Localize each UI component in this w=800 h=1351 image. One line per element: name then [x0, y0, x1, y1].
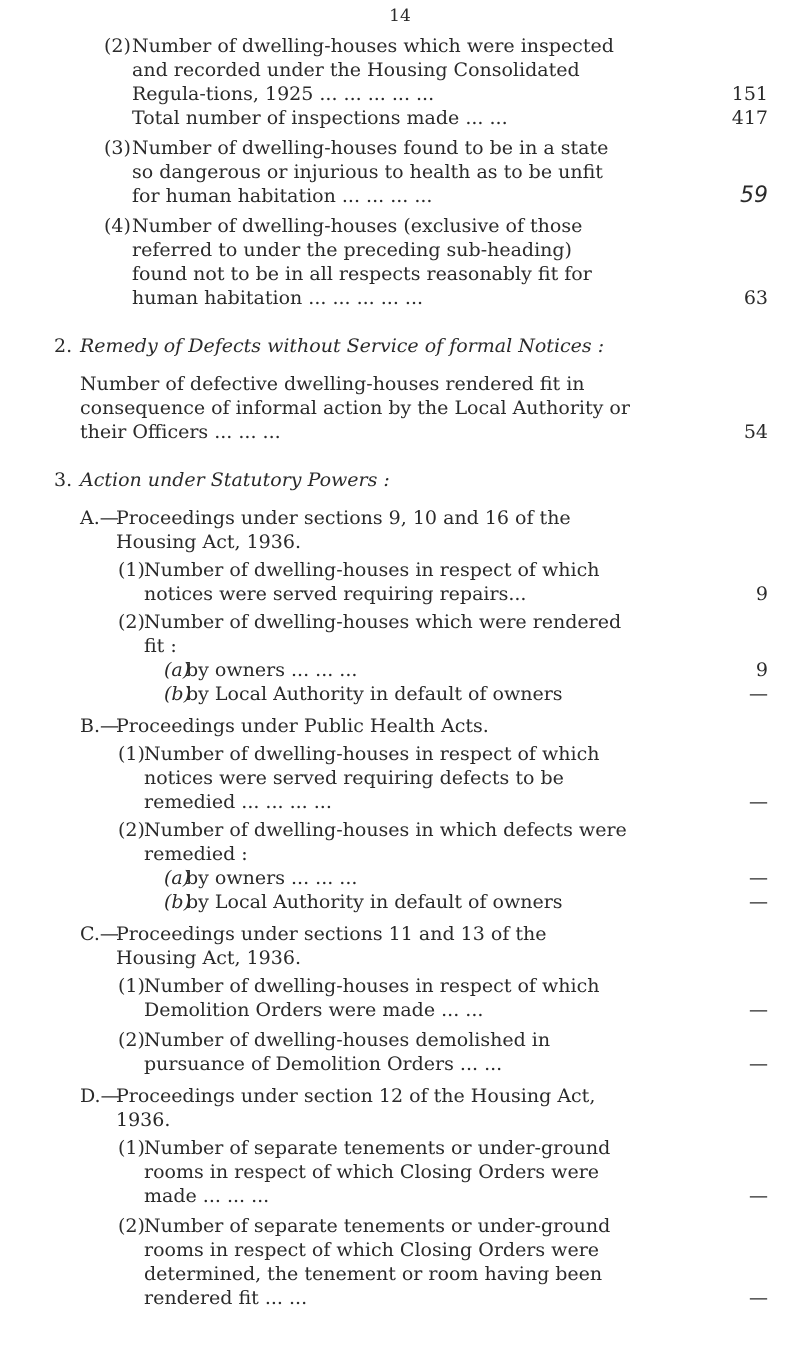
subsection-b	[80, 714, 632, 738]
item-label: (4)	[104, 215, 131, 237]
page-number: 14	[389, 6, 411, 26]
section-title: Action under Statutory Powers :	[80, 469, 390, 491]
subsection-text: Proceedings under sections 9, 10 and 16 of the Housing Act, 1936.	[116, 507, 571, 553]
item-s3b1	[118, 742, 768, 814]
item-text: Number of dwelling-houses (exclusive of those referred to under the preceding sub-heading) found not to be in all respects reasonably fit for human habitation ... ... ... ... ...	[132, 215, 592, 309]
item-s3d1	[118, 1136, 768, 1208]
item-value: 417	[731, 107, 768, 129]
item-value: —	[749, 1185, 768, 1207]
item-label: (1)	[118, 975, 145, 997]
item-s3b2	[118, 818, 632, 866]
item-text: Number of dwelling-houses demolished in pursuance of Demolition Orders ... ...	[144, 1029, 551, 1075]
item-text: Number of dwelling-houses in respect of which Demolition Orders were made ... ...	[144, 975, 600, 1021]
subsection-label: D.—	[80, 1085, 120, 1107]
section-3-heading	[54, 468, 700, 492]
subsection-label: B.—	[80, 715, 120, 737]
item-label: (b)	[164, 683, 191, 705]
subsection-a	[80, 506, 632, 554]
subsection-label: C.—	[80, 923, 119, 945]
item-text: by Local Authority in default of owners	[186, 683, 563, 705]
item-s3b2a	[164, 866, 768, 890]
item-s3a2	[118, 610, 632, 658]
item-label: (1)	[118, 743, 145, 765]
item-text: Number of defective dwelling-houses rendered fit in consequence of informal action by the Local Authority or their Officers ... ... ...	[80, 373, 630, 443]
subsection-text: Proceedings under sections 11 and 13 of the Housing Act, 1936.	[116, 923, 547, 969]
item-value: —	[749, 683, 768, 705]
item-text: Number of dwelling-houses which were inspected and recorded under the Housing Consolidated Regula-tions, 1925 ... ... ... ... ...	[132, 35, 614, 105]
item-label: (a)	[164, 659, 191, 681]
item-value: —	[749, 891, 768, 913]
item-text: Number of dwelling-houses which were rendered fit :	[144, 611, 622, 657]
item-label: (2)	[118, 611, 145, 633]
item-value: —	[749, 1287, 768, 1309]
item-s1-2	[104, 34, 768, 106]
item-text: Number of dwelling-houses in respect of which notices were served requiring repairs...	[144, 559, 600, 605]
subsection-c	[80, 922, 632, 970]
item-s2-1	[80, 372, 768, 444]
section-2-heading	[54, 334, 700, 358]
item-label: (2)	[118, 1215, 145, 1237]
subsection-text: Proceedings under Public Health Acts.	[116, 715, 489, 737]
item-label: (2)	[118, 1029, 145, 1051]
item-text: by owners ... ... ...	[186, 659, 358, 681]
item-s3a2b	[164, 682, 768, 706]
item-text: Number of dwelling-houses in which defects were remedied :	[144, 819, 627, 865]
item-label: (1)	[118, 559, 145, 581]
section-label: 2.	[54, 335, 73, 357]
item-text: by Local Authority in default of owners	[186, 891, 563, 913]
section-title: Remedy of Defects without Service of formal Notices :	[80, 335, 605, 357]
subsection-label: A.—	[80, 507, 119, 529]
item-s3b2b	[164, 890, 768, 914]
item-s3d2	[118, 1214, 768, 1310]
item-s3c2	[118, 1028, 768, 1076]
item-label: (2)	[118, 819, 145, 841]
item-text: Number of dwelling-houses in respect of which notices were served requiring defects to be remedied ... ... ... ...	[144, 743, 600, 813]
item-value: 54	[743, 421, 768, 443]
item-value: —	[749, 1053, 768, 1075]
item-value: —	[749, 867, 768, 889]
item-s3a1	[118, 558, 768, 606]
item-text: by owners ... ... ...	[186, 867, 358, 889]
item-s3c1	[118, 974, 768, 1022]
item-value: 151	[731, 83, 768, 105]
item-text: Number of separate tenements or under-ground rooms in respect of which Closing Orders were determined, the tenement or room having been rendered fit ... ...	[144, 1215, 611, 1309]
item-value: 9	[755, 583, 768, 605]
item-label: (1)	[118, 1137, 145, 1159]
subsection-d	[80, 1084, 632, 1132]
subsection-text: Proceedings under section 12 of the Housing Act, 1936.	[116, 1085, 596, 1131]
housing-statistics	[0, 34, 800, 1310]
item-value: 9	[755, 659, 768, 681]
item-value: 59	[740, 183, 768, 208]
item-s1-2-total	[132, 106, 768, 130]
item-label: (3)	[104, 137, 131, 159]
item-label: (b)	[164, 891, 191, 913]
item-s1-3	[104, 136, 768, 208]
item-text: Number of separate tenements or under-ground rooms in respect of which Closing Orders were made ... ... ...	[144, 1137, 611, 1207]
item-value: —	[749, 999, 768, 1021]
item-s3a2a	[164, 658, 768, 682]
item-label: (2)	[104, 35, 131, 57]
item-label: (a)	[164, 867, 191, 889]
item-s1-4	[104, 214, 768, 310]
section-label: 3.	[54, 469, 73, 491]
item-text: Total number of inspections made ... ...	[132, 107, 508, 129]
item-text: Number of dwelling-houses found to be in a state so dangerous or injurious to health as to be unfit for human habitation ... ... ... ...	[132, 137, 609, 207]
item-value: 63	[743, 287, 768, 309]
item-value: —	[749, 791, 768, 813]
